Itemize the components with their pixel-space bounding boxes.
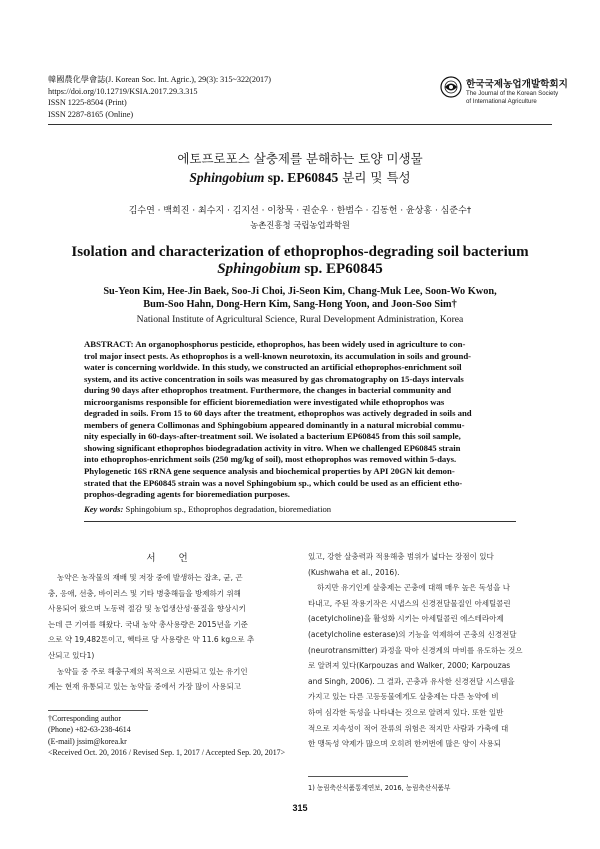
section-title-introduction: 서 언 [146,553,198,564]
issn-online: ISSN 2287-8165 (Online) [48,109,134,119]
abstract-line: trol major insect pests. As ethoprophos is a well-known neurotoxin, its accumulation in soils and ground- [84,350,472,361]
abstract-line: members of genera Collimonas and Sphingobium appeared dominantly in a natural microbial commu- [84,419,465,430]
journal-citation: 韓國農化學會誌(J. Korean Soc. Int. Agric.), 29(3): 315~322(2017) [48,75,271,84]
rightcol-line: 적으로 지속성이 적어 잔류의 위험은 적지만 사람과 가축에 대 [308,723,509,733]
leftcol-line: 는데 큰 기여를 해왔다. 국내 농약 총사용량은 2015년을 기준 [48,619,248,629]
page-number: 315 [292,803,308,813]
logo-korean-name: 한국국제농업개발학회지 [466,79,568,90]
korean-title-line-2: Sphingobium sp. EP60845 분리 및 특성 [189,170,411,185]
right-column-text [308,549,560,752]
leftcol-line: 계는 현재 유통되고 있는 농약들 중에서 가장 많이 사용되고 [48,682,241,692]
abstract-line: during 90 days after ethoprophos treatment. Furthermore, the changes in bacterial community and [84,385,452,396]
abstract-line: Phylogenetic 16S rRNA gene sequence analysis and biochemical properties by API 20GN kit demon- [84,466,455,477]
logo-english-name: The Journal of the Korean Society of International Agriculture [466,90,559,105]
left-column-text [48,570,296,695]
rightcol-line: 하여 심각한 독성을 나타내는 것으로 알려져 있다. 또한 일반 [308,707,504,717]
english-affiliation: National Institute of Agricultural Science, Rural Development Administration, Korea [136,314,464,325]
rightcol-line: 타내고, 주된 작용기작은 시냅스의 신경전달물질인 아세틸콜린 [308,598,511,608]
header-rule [48,124,552,125]
journal-header [48,74,271,120]
rightcol-line: and Singh, 2006). 그 결과, 곤충과 유사한 신경전달 시스템을 [308,676,515,686]
footnote-source: 1) 농림축산식품통계연보, 2016, 농림축산식품부 [308,784,451,792]
leftcol-line: 산되고 있다1) [48,650,95,660]
rightcol-line: (acetylcholine)을 활성화 시키는 아세틸콜린 에스테라아제 [308,614,504,624]
korean-title-line-1: 에토프로포스 살충제를 분해하는 토양 미생물 [177,151,423,166]
rightcol-line: 하지만 유기인계 살충제는 곤충에 대해 매우 높은 독성을 나 [317,583,510,593]
abstract-line: water is concerning worldwide. In this study, we constructed an artificial ethoprophos-enrichment soil [84,362,462,373]
abstract [84,339,516,501]
issn-print: ISSN 1225-8504 (Print) [48,98,127,107]
leftcol-line: 농약은 농작물의 재배 및 저장 중에 발생하는 잡초, 균, 곤 [57,573,243,582]
korean-authors: 김수연 · 백희진 · 최수지 · 김지선 · 이창묵 · 권순우 · 한범수 · 김동헌 · 윤상홍 · 심준수† [128,206,472,216]
rightcol-line: 한 맹독성 약제가 많으며 오히려 한꺼번에 많은 양이 사용되 [308,739,501,749]
abstract-line: prophos-degrading agents for bioremediation purposes. [84,489,290,500]
leftcol-line: 사용되어 왔으며 노동력 절감 및 농업생산성·품질을 향상시키 [48,604,246,614]
abstract-line: degraded in soils. From 15 to 60 days after the treatment, ethoprophos was actively degraded in soils and [84,408,472,419]
keywords-text: Sphingobium sp., Ethoprophos degradation, bioremediation [125,504,332,514]
doi-link[interactable]: https://doi.org/10.12719/KSIA.2017.29.3.315 [48,86,198,96]
abstract-rule [84,521,516,522]
footnote-rule-right [308,776,408,777]
korean-affiliation: 농촌진흥청 국립농업과학원 [250,220,350,230]
english-title: Isolation and characterization of ethoprophos-degrading soil bacterium Sphingobium sp. EP60845 [71,244,529,277]
keywords: Key words: Sphingobium sp., Ethoprophos degradation, bioremediation [84,504,332,514]
rightcol-line: 있고, 강한 살충력과 적용해충 범위가 넓다는 장점이 있다 [308,552,494,561]
society-logo [440,74,568,114]
abstract-line: strated that the EP60845 strain was a novel Sphingobium sp., which could be used as an efficient etho- [84,477,463,488]
abstract-line: showing significant ethoprophos biodegradation activity in vitro. When we challenged EP60845 strain [84,442,461,453]
footnote-rule-left [48,710,148,711]
rightcol-line: (neurotransmitter) 과정을 막아 신경계의 마비를 유도하는 것으 [308,645,523,655]
society-emblem-icon [440,76,462,98]
rightcol-line: 가지고 있는 다른 고등동물에게도 살충제는 다른 농약에 비 [308,692,499,702]
email-link[interactable]: (E-mail) jssim@korea.kr [48,736,127,746]
abstract-line: into ethoprophos-enrichment soils (250 mg/kg of soil), most ethoprophos was removed within 5-days. [84,454,457,465]
abstract-line: microorganisms responsible for efficient bioremediation were investigated while ethoprophos was [84,396,445,407]
leftcol-line: 농약들 중 주로 해충구제의 목적으로 시판되고 있는 유기인 [57,666,248,676]
rightcol-line: (Kushwaha et al., 2016). [308,567,400,577]
rightcol-line: 로 알려져 있다(Karpouzas and Walker, 2000; Karpouzas [308,661,511,671]
abstract-line: system, and its active concentration in soils was measured by gas chromatography on 15-days intervals [84,373,464,384]
rightcol-line: (acetylcholine esterase)의 기능을 억제하여 곤충의 신경전달 [308,629,517,639]
abstract-line: ABSTRACT: An organophosphorus pesticide, ethoprophos, has been widely used in agriculture to con- [84,339,466,349]
leftcol-line: 으로 약 19,482톤이고, 헥타르 당 사용량은 약 11.6 kg으로 추 [48,635,255,645]
english-authors: Su-Yeon Kim, Hee-Jin Baek, Soo-Ji Choi, Ji-Seon Kim, Chang-Muk Lee, Soon-Wo Kwon, Bum-Soo Hahn, Dong-Hern Kim, Sang-Hong Yoon, and Joon-Soo Sim† [103,286,497,310]
abstract-line: nity especially in 60-days-after-treatment soil. We isolated a bacterium EP60845 from this soil sample, [84,431,461,442]
footnote-corresponding: †Corresponding author (Phone) +82-63-238-4614 (E-mail) jssim@korea.kr <Received Oct. 20, 2016 / Revised Sep. 1, 2017 / Accepted Sep. 20, 2017> [48,714,286,758]
leftcol-line: 충, 응애, 선충, 바이러스 및 기타 병충해들을 방제하기 위해 [48,588,241,598]
